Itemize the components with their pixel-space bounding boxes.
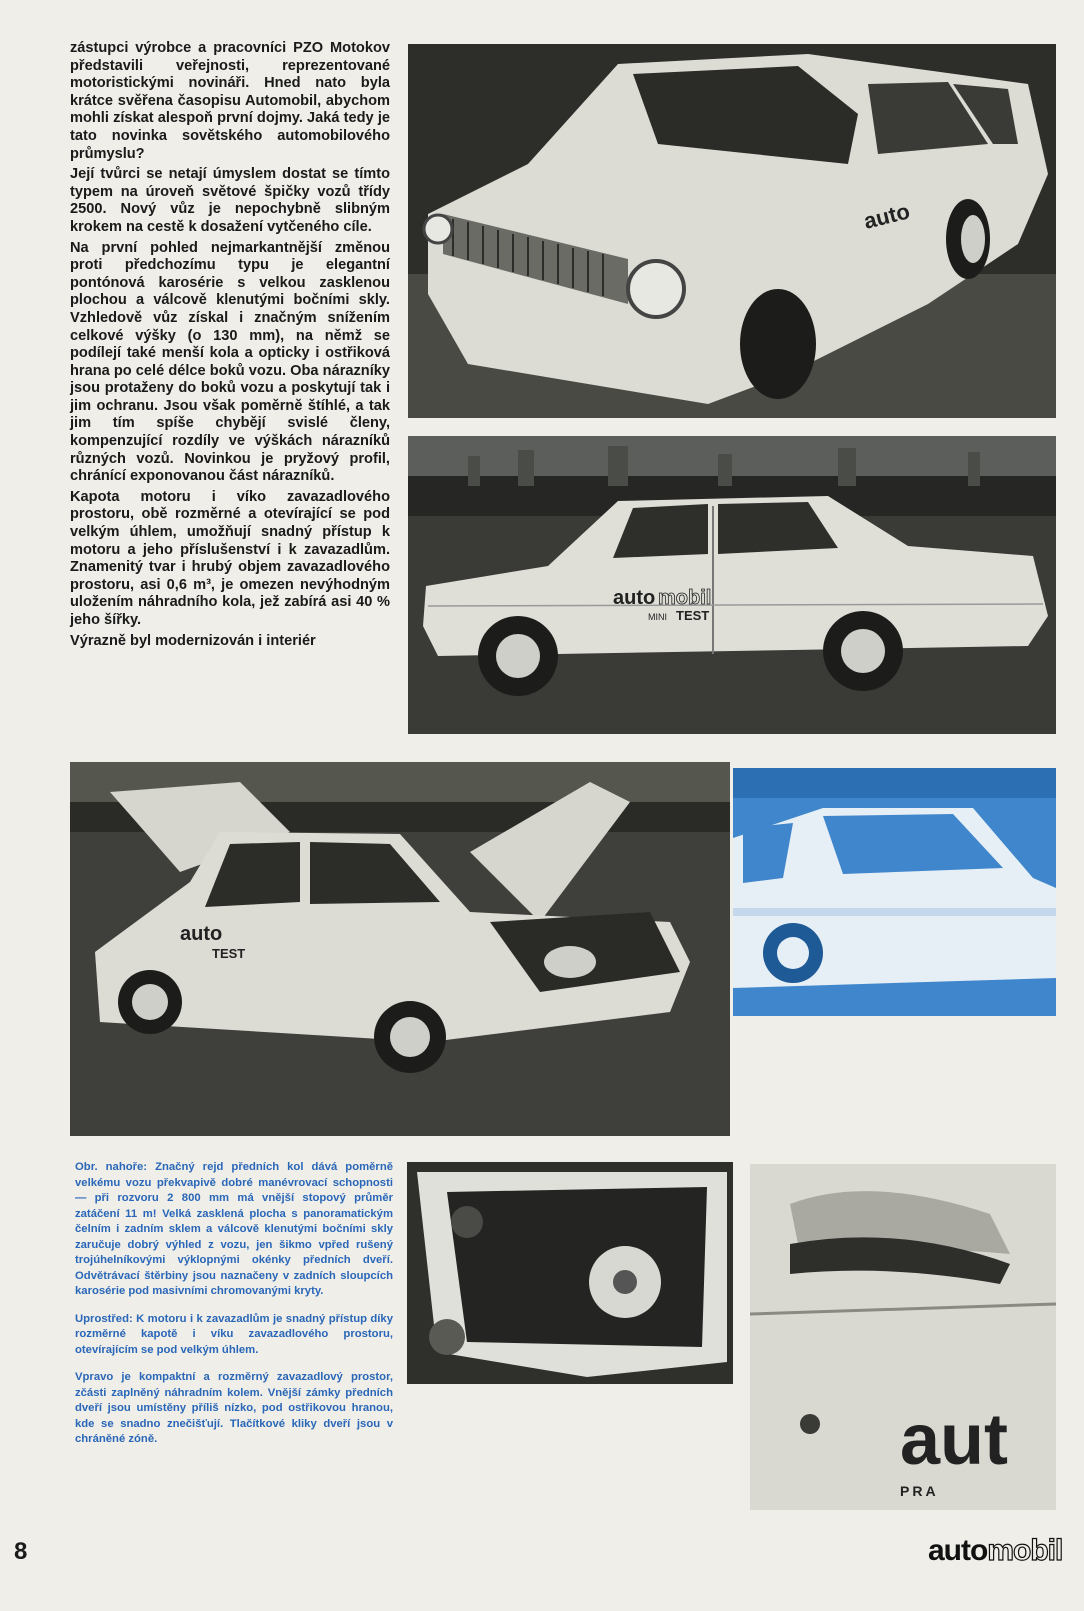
car-badge-text: auto bbox=[613, 587, 656, 609]
article-paragraph: zástupci výrobce a pracovníci PZO Motokov představili veřejnosti, reprezentované motoristickými novináři. Hned nato byla krátce svěřena časopisu Automobil, abychom mohli získat alespoň první dojmy. Jaká tedy je tato novinka sovětského automobilového průmyslu? bbox=[70, 40, 390, 162]
car-badge-text: mobil bbox=[658, 587, 712, 609]
article-paragraph: Její tvůrci se netají úmyslem dostat se tímto typem na úroveň světové špičky vozů třídy 2500. Nový vůz je nepochybně slibným krokem na cestě k dosažení vytčeného cíle. bbox=[70, 166, 390, 235]
caption-right: Vpravo je kompaktní a rozměrný zavazadlový prostor, zčásti zaplněný náhradním kolem. Vnější zámky předních dveří jsou umístěny příliš nízko, pod ostřikovou hranou, kde se snadno znečišťují. Tlačítkové kliky dveří jsou v chráněné zóně. bbox=[75, 1371, 393, 1445]
magazine-logo bbox=[928, 1534, 1062, 1568]
photo-trunk-spare-wheel bbox=[407, 1162, 733, 1384]
photo-car-rear-blue bbox=[733, 768, 1056, 1016]
logo-outline-part: mobil bbox=[987, 1534, 1063, 1567]
door-badge-text: PRA bbox=[900, 1483, 939, 1499]
photo-car-open bbox=[70, 762, 730, 1136]
page-number: 8 bbox=[14, 1538, 28, 1565]
caption-top: Obr. nahoře: Značný rejd předních kol dává poměrně velkému vozu překvapivě dobré manévrovací schopnosti — při rozvoru 2 800 mm má vnější stopový průměr zatáčení 11 m! Velká zasklená plocha s panoramatickým čelním i zadním sklem a válcově klenutými bočními skly zaručuje dobrý výhled z vozu, jen šikmo vpřed rušený trojúhelníkovými výklopnými okénky předních dveří. Odvětrávací štěrbiny jsou naznačeny v zadních sloupcích karosérie pod masivními chromovanými kryty. bbox=[75, 1161, 393, 1297]
car-badge-text: auto bbox=[861, 198, 913, 234]
photo-car-side bbox=[408, 436, 1056, 734]
logo-bold-part: auto bbox=[928, 1534, 988, 1567]
photo-car-front bbox=[408, 44, 1056, 418]
article-body bbox=[70, 40, 390, 653]
door-badge-text: aut bbox=[900, 1400, 1008, 1480]
car-badge-text: auto bbox=[180, 923, 223, 945]
article-paragraph: Výrazně byl modernizován i interiér bbox=[70, 632, 316, 649]
car-badge-text: TEST bbox=[212, 946, 246, 961]
photo-captions bbox=[75, 1160, 393, 1460]
article-paragraph: Kapota motoru i víko zavazadlového prostoru, obě rozměrné a otevírající se pod velkým úhlem, umožňují snadný přístup k motoru a jeho příslušenství i k zavazadlům. Znamenitý tvar i hrubý objem zavazadlového prostoru, asi 0,6 m³, je omezen nevýhodným uložením náhradního kola, jež zabírá asi 40 % jeho šířky. bbox=[70, 488, 390, 628]
article-paragraph: Na první pohled nejmarkantnější změnou proti předchozímu typu je elegantní pontónová karosérie s velkou zasklenou plochou a válcově klenutými bočními skly. Vzhledově vůz získal i značným snížením celkové výšky (o 130 mm), na němž se podílejí také menší kola a opticky i ostřiková hrana po celé délce boků vozu. Oba nárazníky jsou protaženy do boků vozu a poskytují tak i jim ochranu. Jsou však poměrně štíhlé, a tak jim tím spíše chybějí svislé členy, kompenzující rozdíly ve výškách nárazníků různých vozů. Novinkou je pryžový profil, chránící exponovanou část nárazníků. bbox=[70, 239, 390, 485]
caption-middle: Uprostřed: K motoru i k zavazadlům je snadný přístup díky rozměrné kapotě i víku zavazadlového prostoru, otevírajícím se pod velkým úhlem. bbox=[75, 1312, 393, 1356]
car-badge-text: MINI bbox=[648, 612, 667, 622]
photo-door-handle bbox=[750, 1164, 1056, 1510]
car-badge-text: TEST bbox=[676, 608, 710, 623]
